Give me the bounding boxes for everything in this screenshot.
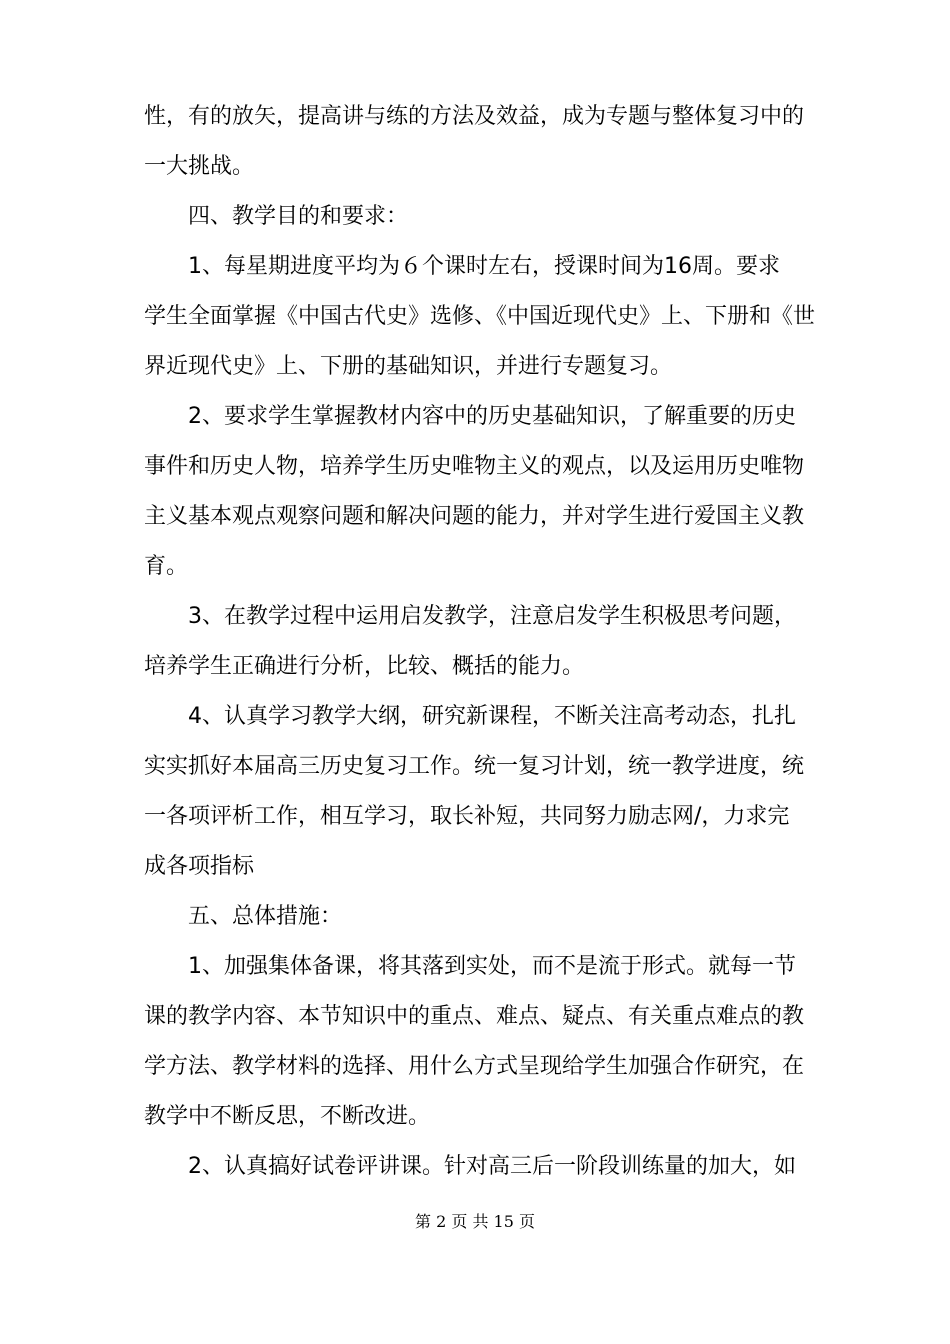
text-line: 4、认真学习教学大纲，研究新课程，不断关注高考动态，扎扎 <box>188 704 796 729</box>
text-line: 教学中不断反思，不断改进。 <box>144 1104 431 1129</box>
text-line: 培养学生正确进行分析，比较、概括的能力。 <box>144 654 585 679</box>
text-line: 一各项评析工作，相互学习，取长补短，共同努力励志网/，力求完 <box>144 804 790 829</box>
text-line: 1、每星期进度平均为６个课时左右，授课时间为16周。要求 <box>188 254 780 279</box>
text-line: 成各项指标 <box>144 854 255 879</box>
text-line: 2、要求学生掌握教材内容中的历史基础知识，了解重要的历史 <box>188 404 796 429</box>
text-line: 2、认真搞好试卷评讲课。针对高三后一阶段训练量的加大，如 <box>188 1154 796 1179</box>
text-line: 一大挑战。 <box>144 154 255 179</box>
section-heading: 五、总体措施： <box>188 904 343 929</box>
text-line: 学生全面掌握《中国古代史》选修、《中国近现代史》上、下册和《世 <box>144 304 816 329</box>
text-line: 育。 <box>144 554 189 579</box>
text-line: 主义基本观点观察问题和解决问题的能力，并对学生进行爱国主义教 <box>144 504 805 529</box>
text-line: 界近现代史》上、下册的基础知识，并进行专题复习。 <box>144 354 673 379</box>
page-number-footer: 第 2 页 共 15 页 <box>415 1212 535 1231</box>
text-line: 1、加强集体备课，将其落到实处，而不是流于形式。就每一节 <box>188 954 796 979</box>
body-text <box>144 92 824 1192</box>
text-line: 性，有的放矢，提高讲与练的方法及效益，成为专题与整体复习中的 <box>144 104 805 129</box>
text-line: 课的教学内容、本节知识中的重点、难点、疑点、有关重点难点的教 <box>144 1004 805 1029</box>
text-line: 3、在教学过程中运用启发教学，注意启发学生积极思考问题， <box>188 604 796 629</box>
text-line: 实实抓好本届高三历史复习工作。统一复习计划，统一教学进度，统 <box>144 754 805 779</box>
text-line: 学方法、教学材料的选择、用什么方式呈现给学生加强合作研究，在 <box>144 1054 805 1079</box>
text-line: 事件和历史人物，培养学生历史唯物主义的观点，以及运用历史唯物 <box>144 454 805 479</box>
section-heading: 四、教学目的和要求： <box>188 204 409 229</box>
